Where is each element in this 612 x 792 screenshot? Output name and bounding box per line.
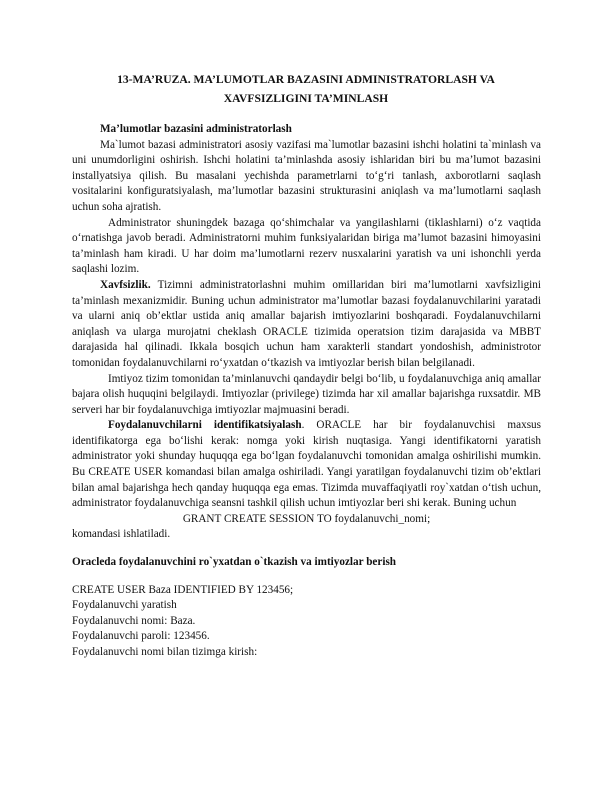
section-heading-oracle-users: Oracleda foydalanuvchini ro`yxatdan o`tkazish va imtiyozlar berish: [72, 556, 397, 569]
paragraph-1: Ma`lumot bazasi administratori asosiy vazifasi ma`lumotlar bazasini ishchi holatini ta`minlash va uni unumdorligini oshirish. Ishchi holatini ta’minlashda asosiy ishlaridan biri bu ma’lumot bazasini installyatsiya qilish. Bu masalani yechishda parametrlarni to‘g‘ri tanlash, axborotlarni saqlash vositalarini konfiguratsiyalash, ma’lumotlar bazasini strukturasini aniqlash va ma’lumotlarni saqlash uchun soha ajratish.: [72, 138, 541, 213]
paragraph-2: Administrator shuningdek bazaga qo‘shimchalar va yangilashlarni (tiklashlarni) o‘z vaqtida o‘rnatishga javob beradi. Administratorni muhim funksiyalaridan biriga ma’lumot bazasini himoyasini ta’minlash ham kiradi. U har doim ma’lumotlarni rezerv nusxalarini yaratish va uni ishonchli yerda saqlashi lozim.: [72, 216, 541, 276]
identification-lead: Foydalanuvchilarni identifikatsiyalash: [108, 419, 302, 432]
title-line-1: 13-MA’RUZA. MA’LUMOTLAR BAZASINI ADMINISTRATORLASH VA: [117, 73, 495, 86]
title-line-2: XAVFSIZLIGINI TA’MINLASH: [223, 92, 389, 105]
code-line: CREATE USER Baza IDENTIFIED BY 123456;: [72, 583, 294, 596]
code-line: Foydalanuvchi paroli: 123456.: [72, 630, 210, 643]
code-line: Foydalanuvchi nomi bilan tizimga kirish:: [72, 646, 258, 658]
command-caption: komandasi ishlatiladi.: [72, 528, 171, 541]
section-heading-administration: Ma’lumotlar bazasini administratorlash: [100, 123, 292, 135]
document-title: [90, 70, 522, 108]
paragraph-5-text: . ORACLE har bir foydalanuvchisi maxsus identifikatorga ega bo‘lishi kerak: nomga yoki kirish nuqtasiga. Yangi identifikatorni yaratish administrator yoki shunday huquqqa ega bo‘lgan foydalanuvchi tomonidan amalga oshirilishi mumkin. Bu CREATE USER komandasi bilan amalga oshiriladi. Yangi yaratilgan foydalanuvchi tizim ob’ektlari bilan amal bajarishga hech qanday huquqqa ega emas. Tizimda muvaffaqiyatli roy`xatdan o‘tish uchun, administrator foydalanuvchiga seansni tashkil qilish uchun imtiyozlar beri shi kerak. Buning uchun: [72, 419, 541, 510]
code-line: Foydalanuvchi nomi: Baza.: [72, 614, 196, 627]
paragraph-3-text: Tizimni administratorlashni muhim omillaridan biri ma’lumotlarni xavfsizligini ta’minlash mexanizmidir. Buning uchun administrator ma’lumotlar bazasi foydalanuvchilarini yaratadi va ularni aniq ob’ektlar ustida aniq amallar bajarish imtiyozlarini boshqaradi. Foydalanuvchilarni aniqlash va ularga murojatni cheklash ORACLE tizimida operatsion tizim darajasida va MBBT darajasida hal qilinadi. Ikkala bosqich uchun ham xarakterli standart yondoshish, administrotor tomonidan foydalanuvchilarni ro‘yxatdan o‘tkazish va imtiyozlar berish bilan belgilanadi.: [72, 278, 541, 369]
security-lead: Xavfsizlik.: [100, 278, 151, 291]
code-line: Foydalanuvchi yaratish: [72, 599, 177, 612]
document-body: [72, 122, 541, 661]
paragraph-4: Imtiyoz tizim tomonidan ta’minlanuvchi qandaydir belgi bo‘lib, u foydalanuvchiga aniq amallar bajara olish huquqini belgilaydi. Imtiyozlar (privilege) tizimda har xil amallar bajarishga ruxsatdir. MB serveri har bir foydalanuvchiga imtiyozlar majmuasini beradi.: [72, 372, 541, 416]
paragraph-3: [72, 278, 541, 372]
paragraph-5: [72, 418, 541, 512]
grant-command: GRANT CREATE SESSION TO foydalanuvchi_nomi;: [182, 512, 431, 525]
